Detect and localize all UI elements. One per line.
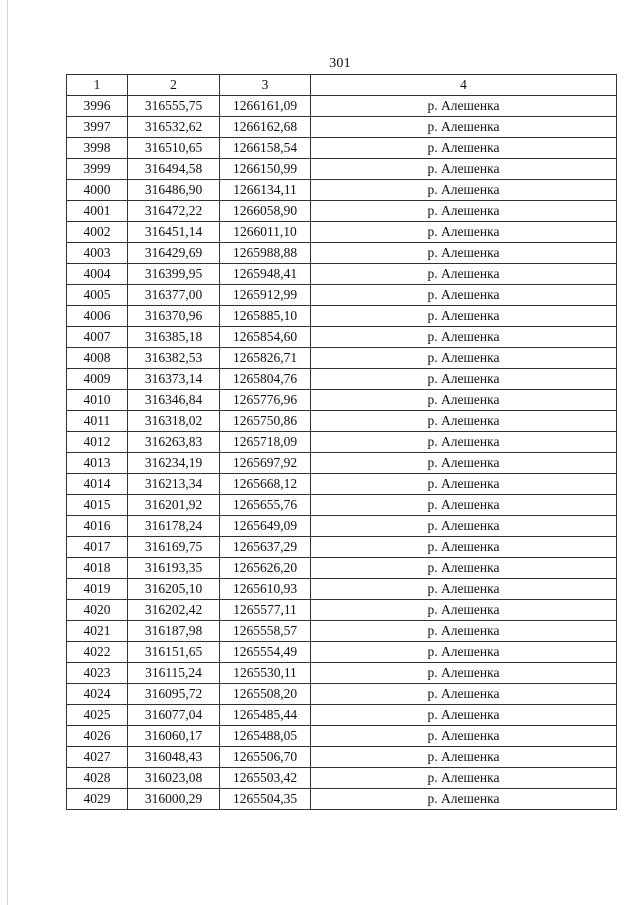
table-row — [67, 642, 617, 663]
table-row — [67, 285, 617, 306]
x-coordinate-cell: 316382,53 — [128, 348, 220, 369]
point-number-cell: 4021 — [67, 621, 128, 642]
point-number-cell: 4009 — [67, 369, 128, 390]
point-number-cell: 4025 — [67, 705, 128, 726]
y-coordinate-cell: 1265488,05 — [220, 726, 311, 747]
x-coordinate-cell: 316385,18 — [128, 327, 220, 348]
point-number-cell: 4004 — [67, 264, 128, 285]
point-number-cell: 4000 — [67, 180, 128, 201]
table-row — [67, 537, 617, 558]
y-coordinate-cell: 1266158,54 — [220, 138, 311, 159]
point-number-cell: 4024 — [67, 684, 128, 705]
table-row — [67, 96, 617, 117]
y-coordinate-cell: 1266161,09 — [220, 96, 311, 117]
y-coordinate-cell: 1265854,60 — [220, 327, 311, 348]
object-name-cell: р. Алешенка — [311, 537, 617, 558]
table-row — [67, 432, 617, 453]
point-number-cell: 4002 — [67, 222, 128, 243]
y-coordinate-cell: 1265637,29 — [220, 537, 311, 558]
y-coordinate-cell: 1265750,86 — [220, 411, 311, 432]
y-coordinate-cell: 1265558,57 — [220, 621, 311, 642]
table-row — [67, 789, 617, 810]
point-number-cell: 4014 — [67, 474, 128, 495]
table-row — [67, 243, 617, 264]
scan-margin-line — [7, 0, 8, 905]
y-coordinate-cell: 1266134,11 — [220, 180, 311, 201]
x-coordinate-cell: 316486,90 — [128, 180, 220, 201]
y-coordinate-cell: 1265885,10 — [220, 306, 311, 327]
x-coordinate-cell: 316555,75 — [128, 96, 220, 117]
table-row — [67, 558, 617, 579]
table-row — [67, 663, 617, 684]
object-name-cell: р. Алешенка — [311, 789, 617, 810]
object-name-cell: р. Алешенка — [311, 726, 617, 747]
table-row — [67, 684, 617, 705]
x-coordinate-cell: 316234,19 — [128, 453, 220, 474]
table-row — [67, 747, 617, 768]
object-name-cell: р. Алешенка — [311, 600, 617, 621]
x-coordinate-cell: 316532,62 — [128, 117, 220, 138]
object-name-cell: р. Алешенка — [311, 432, 617, 453]
x-coordinate-cell: 316318,02 — [128, 411, 220, 432]
object-name-cell: р. Алешенка — [311, 453, 617, 474]
x-coordinate-cell: 316346,84 — [128, 390, 220, 411]
y-coordinate-cell: 1265508,20 — [220, 684, 311, 705]
x-coordinate-cell: 316169,75 — [128, 537, 220, 558]
object-name-cell: р. Алешенка — [311, 96, 617, 117]
y-coordinate-cell: 1265988,88 — [220, 243, 311, 264]
object-name-cell: р. Алешенка — [311, 159, 617, 180]
y-coordinate-cell: 1265554,49 — [220, 642, 311, 663]
y-coordinate-cell: 1265912,99 — [220, 285, 311, 306]
column-header-3: 3 — [220, 75, 311, 96]
x-coordinate-cell: 316115,24 — [128, 663, 220, 684]
table-row — [67, 306, 617, 327]
y-coordinate-cell: 1265530,11 — [220, 663, 311, 684]
table-row — [67, 159, 617, 180]
table-row — [67, 411, 617, 432]
table-row — [67, 138, 617, 159]
object-name-cell: р. Алешенка — [311, 558, 617, 579]
point-number-cell: 4011 — [67, 411, 128, 432]
x-coordinate-cell: 316178,24 — [128, 516, 220, 537]
table-header — [67, 75, 617, 96]
x-coordinate-cell: 316000,29 — [128, 789, 220, 810]
x-coordinate-cell: 316202,42 — [128, 600, 220, 621]
y-coordinate-cell: 1265610,93 — [220, 579, 311, 600]
table-row — [67, 495, 617, 516]
object-name-cell: р. Алешенка — [311, 495, 617, 516]
table-row — [67, 180, 617, 201]
table-row — [67, 327, 617, 348]
point-number-cell: 4008 — [67, 348, 128, 369]
y-coordinate-cell: 1265697,92 — [220, 453, 311, 474]
object-name-cell: р. Алешенка — [311, 327, 617, 348]
object-name-cell: р. Алешенка — [311, 138, 617, 159]
page-number: 301 — [329, 56, 351, 71]
object-name-cell: р. Алешенка — [311, 663, 617, 684]
y-coordinate-cell: 1265948,41 — [220, 264, 311, 285]
x-coordinate-cell: 316095,72 — [128, 684, 220, 705]
object-name-cell: р. Алешенка — [311, 684, 617, 705]
x-coordinate-cell: 316213,34 — [128, 474, 220, 495]
point-number-cell: 4013 — [67, 453, 128, 474]
object-name-cell: р. Алешенка — [311, 516, 617, 537]
point-number-cell: 4016 — [67, 516, 128, 537]
x-coordinate-cell: 316494,58 — [128, 159, 220, 180]
y-coordinate-cell: 1265577,11 — [220, 600, 311, 621]
y-coordinate-cell: 1265485,44 — [220, 705, 311, 726]
object-name-cell: р. Алешенка — [311, 306, 617, 327]
object-name-cell: р. Алешенка — [311, 705, 617, 726]
x-coordinate-cell: 316187,98 — [128, 621, 220, 642]
object-name-cell: р. Алешенка — [311, 621, 617, 642]
table-row — [67, 201, 617, 222]
table-row — [67, 117, 617, 138]
column-header-1: 1 — [67, 75, 128, 96]
x-coordinate-cell: 316151,65 — [128, 642, 220, 663]
object-name-cell: р. Алешенка — [311, 285, 617, 306]
table-row — [67, 348, 617, 369]
object-name-cell: р. Алешенка — [311, 768, 617, 789]
x-coordinate-cell: 316370,96 — [128, 306, 220, 327]
y-coordinate-cell: 1265626,20 — [220, 558, 311, 579]
x-coordinate-cell: 316060,17 — [128, 726, 220, 747]
object-name-cell: р. Алешенка — [311, 642, 617, 663]
table-row — [67, 264, 617, 285]
point-number-cell: 3996 — [67, 96, 128, 117]
y-coordinate-cell: 1265668,12 — [220, 474, 311, 495]
table-row — [67, 768, 617, 789]
point-number-cell: 4015 — [67, 495, 128, 516]
y-coordinate-cell: 1265649,09 — [220, 516, 311, 537]
x-coordinate-cell: 316263,83 — [128, 432, 220, 453]
y-coordinate-cell: 1265504,35 — [220, 789, 311, 810]
table-header-row — [67, 75, 617, 96]
table-body — [67, 96, 617, 810]
point-number-cell: 3997 — [67, 117, 128, 138]
x-coordinate-cell: 316077,04 — [128, 705, 220, 726]
y-coordinate-cell: 1265804,76 — [220, 369, 311, 390]
y-coordinate-cell: 1265655,76 — [220, 495, 311, 516]
table-row — [67, 705, 617, 726]
table-row — [67, 390, 617, 411]
y-coordinate-cell: 1266058,90 — [220, 201, 311, 222]
table-row — [67, 453, 617, 474]
point-number-cell: 4020 — [67, 600, 128, 621]
point-number-cell: 4023 — [67, 663, 128, 684]
point-number-cell: 4018 — [67, 558, 128, 579]
object-name-cell: р. Алешенка — [311, 117, 617, 138]
point-number-cell: 4005 — [67, 285, 128, 306]
point-number-cell: 4012 — [67, 432, 128, 453]
object-name-cell: р. Алешенка — [311, 579, 617, 600]
object-name-cell: р. Алешенка — [311, 348, 617, 369]
object-name-cell: р. Алешенка — [311, 180, 617, 201]
point-number-cell: 4006 — [67, 306, 128, 327]
table-row — [67, 369, 617, 390]
object-name-cell: р. Алешенка — [311, 201, 617, 222]
x-coordinate-cell: 316451,14 — [128, 222, 220, 243]
column-header-2: 2 — [128, 75, 220, 96]
table-row — [67, 621, 617, 642]
y-coordinate-cell: 1265776,96 — [220, 390, 311, 411]
y-coordinate-cell: 1265503,42 — [220, 768, 311, 789]
y-coordinate-cell: 1266162,68 — [220, 117, 311, 138]
y-coordinate-cell: 1265506,70 — [220, 747, 311, 768]
point-number-cell: 4019 — [67, 579, 128, 600]
point-number-cell: 4029 — [67, 789, 128, 810]
y-coordinate-cell: 1265826,71 — [220, 348, 311, 369]
coordinates-table — [66, 74, 617, 810]
table-row — [67, 516, 617, 537]
y-coordinate-cell: 1266011,10 — [220, 222, 311, 243]
x-coordinate-cell: 316193,35 — [128, 558, 220, 579]
x-coordinate-cell: 316373,14 — [128, 369, 220, 390]
point-number-cell: 4022 — [67, 642, 128, 663]
object-name-cell: р. Алешенка — [311, 390, 617, 411]
object-name-cell: р. Алешенка — [311, 747, 617, 768]
y-coordinate-cell: 1265718,09 — [220, 432, 311, 453]
object-name-cell: р. Алешенка — [311, 264, 617, 285]
x-coordinate-cell: 316023,08 — [128, 768, 220, 789]
point-number-cell: 4001 — [67, 201, 128, 222]
point-number-cell: 3998 — [67, 138, 128, 159]
table-row — [67, 726, 617, 747]
x-coordinate-cell: 316510,65 — [128, 138, 220, 159]
object-name-cell: р. Алешенка — [311, 474, 617, 495]
object-name-cell: р. Алешенка — [311, 222, 617, 243]
point-number-cell: 3999 — [67, 159, 128, 180]
x-coordinate-cell: 316472,22 — [128, 201, 220, 222]
x-coordinate-cell: 316429,69 — [128, 243, 220, 264]
object-name-cell: р. Алешенка — [311, 243, 617, 264]
point-number-cell: 4010 — [67, 390, 128, 411]
x-coordinate-cell: 316201,92 — [128, 495, 220, 516]
object-name-cell: р. Алешенка — [311, 411, 617, 432]
table-row — [67, 579, 617, 600]
x-coordinate-cell: 316377,00 — [128, 285, 220, 306]
x-coordinate-cell: 316048,43 — [128, 747, 220, 768]
point-number-cell: 4027 — [67, 747, 128, 768]
point-number-cell: 4003 — [67, 243, 128, 264]
table-row — [67, 600, 617, 621]
table-row — [67, 222, 617, 243]
point-number-cell: 4028 — [67, 768, 128, 789]
object-name-cell: р. Алешенка — [311, 369, 617, 390]
column-header-4: 4 — [311, 75, 617, 96]
point-number-cell: 4007 — [67, 327, 128, 348]
table-row — [67, 474, 617, 495]
x-coordinate-cell: 316205,10 — [128, 579, 220, 600]
x-coordinate-cell: 316399,95 — [128, 264, 220, 285]
point-number-cell: 4017 — [67, 537, 128, 558]
point-number-cell: 4026 — [67, 726, 128, 747]
y-coordinate-cell: 1266150,99 — [220, 159, 311, 180]
